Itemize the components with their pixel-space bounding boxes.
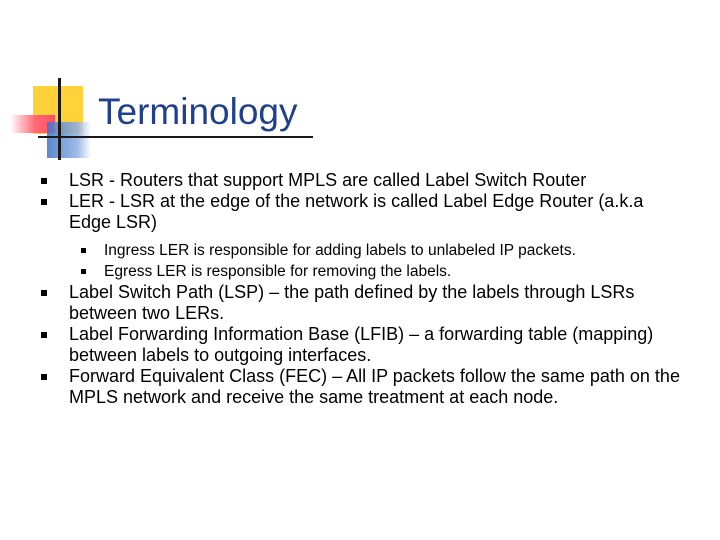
list-item-text: LSR - Routers that support MPLS are called Label Switch Router bbox=[69, 170, 587, 190]
list-item bbox=[40, 170, 680, 191]
title-decoration-blue-block bbox=[47, 122, 91, 158]
square-bullet-icon bbox=[41, 374, 47, 380]
sub-list-item-text: Egress LER is responsible for removing the labels. bbox=[104, 263, 452, 280]
sub-list-item bbox=[40, 261, 680, 282]
title-decoration-vertical-line bbox=[58, 78, 61, 160]
square-bullet-icon bbox=[41, 290, 47, 296]
list-item-text: Label Switch Path (LSP) – the path defined by the labels through LSRs between two LERs. bbox=[69, 282, 635, 323]
list-item bbox=[40, 282, 680, 324]
list-item bbox=[40, 366, 680, 408]
square-bullet-icon bbox=[41, 178, 47, 184]
list-item-text: Label Forwarding Information Base (LFIB) – a forwarding table (mapping) between labels to outgoing interfaces. bbox=[69, 324, 654, 365]
square-bullet-icon bbox=[41, 199, 47, 205]
slide-title: Terminology bbox=[98, 91, 298, 132]
title-underline bbox=[38, 136, 313, 138]
bullet-list bbox=[40, 170, 680, 408]
list-item-text: LER - LSR at the edge of the network is called Label Edge Router (a.k.a Edge LSR) bbox=[69, 191, 644, 232]
square-bullet-icon bbox=[81, 248, 86, 253]
list-item bbox=[40, 324, 680, 366]
sub-list-item bbox=[40, 240, 680, 261]
square-bullet-icon bbox=[81, 269, 86, 274]
list-item bbox=[40, 191, 680, 233]
sub-list-item-text: Ingress LER is responsible for adding labels to unlabeled IP packets. bbox=[104, 242, 576, 259]
list-item-text: Forward Equivalent Class (FEC) – All IP packets follow the same path on the MPLS network and receive the same treatment at each node. bbox=[69, 366, 680, 407]
square-bullet-icon bbox=[41, 332, 47, 338]
